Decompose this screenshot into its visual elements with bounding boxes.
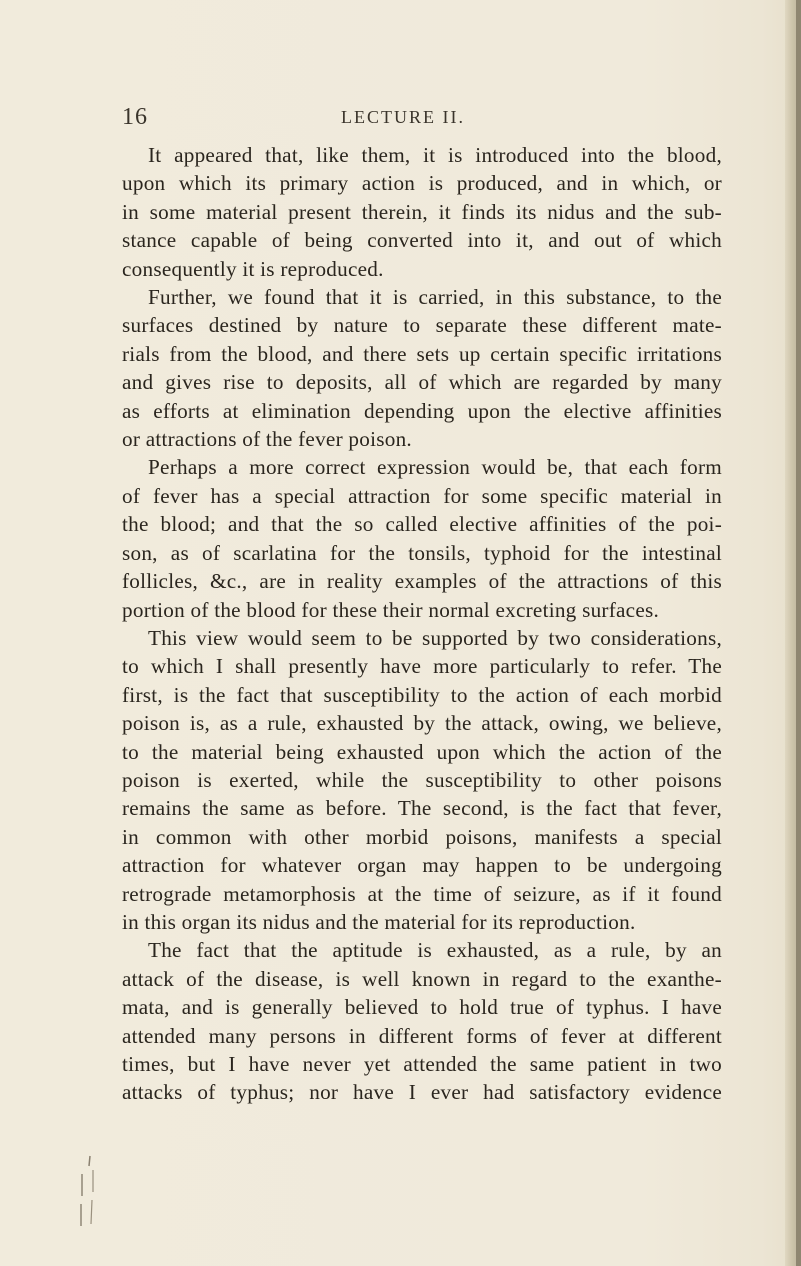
text-line: Further, we found that it is carried, in this substance, to the (148, 285, 722, 310)
text-line: The fact that the aptitude is exhausted, as a rule, by an (148, 938, 722, 963)
text-line: This view would seem to be supported by two considerations, (148, 625, 722, 650)
text-line: upon which its primary action is produced, and in which, or (122, 171, 722, 196)
text-line: in common with other morbid poisons, manifests a special (122, 824, 722, 849)
margin-pencil-marks (60, 1152, 100, 1232)
text-line: follicles, &c., are in reality examples of the attractions of this (122, 569, 722, 594)
text-line: stance capable of being converted into it, and out of which (122, 228, 722, 253)
running-head: LECTURE II. (341, 107, 465, 127)
text-line: rials from the blood, and there sets up certain specific irritations (122, 341, 722, 366)
text-line: or attractions of the fever poison. (122, 427, 412, 452)
text-line: surfaces destined by nature to separate these different mate- (122, 313, 722, 338)
text-line: consequently it is reproduced. (122, 256, 384, 281)
text-line: Perhaps a more correct expression would be, that each form (148, 455, 722, 480)
text-line: attended many persons in different forms of fever at different (122, 1023, 722, 1048)
text-line: portion of the blood for these their normal excreting surfaces. (122, 597, 660, 622)
text-line: the blood; and that the so called elective affinities of the poi- (122, 512, 722, 537)
text-line: It appeared that, like them, it is introduced into the blood, (148, 143, 722, 167)
text-line: of fever has a special attraction for some specific material in (122, 483, 722, 508)
text-line: in this organ its nidus and the material for its reproduction. (122, 909, 636, 934)
page-number: 16 (122, 104, 148, 130)
text-line: son, as of scarlatina for the tonsils, typhoid for the intestinal (122, 540, 722, 565)
page-header (0, 104, 801, 134)
text-line: retrograde metamorphosis at the time of seizure, as if it found (122, 881, 722, 906)
text-line: mata, and is generally believed to hold true of typhus. I have (122, 995, 722, 1020)
text-line: attack of the disease, is well known in regard to the exanthe- (122, 966, 722, 991)
text-line: to the material being exhausted upon which the action of the (122, 739, 722, 764)
text-line: poison is, as a rule, exhausted by the attack, owing, we believe, (122, 711, 722, 736)
text-line: as efforts at elimination depending upon the elective affinities (122, 398, 722, 423)
text-line: remains the same as before. The second, is the fact that fever, (122, 796, 722, 821)
page-edge-dark (796, 0, 801, 1266)
text-line: attacks of typhus; nor have I ever had satisfactory evidence (122, 1080, 722, 1105)
text-line: and gives rise to deposits, all of which are regarded by many (122, 370, 722, 395)
text-line: poison is exerted, while the susceptibility to other poisons (122, 767, 722, 792)
text-line: to which I shall presently have more particularly to refer. The (122, 654, 722, 679)
text-line: first, is the fact that susceptibility to the action of each morbid (122, 682, 722, 707)
text-line: times, but I have never yet attended the same patient in two (122, 1052, 722, 1076)
text-line: attraction for whatever organ may happen to be undergoing (122, 853, 722, 878)
text-line: in some material present therein, it finds its nidus and the sub- (122, 199, 722, 224)
body-text (122, 141, 722, 1107)
